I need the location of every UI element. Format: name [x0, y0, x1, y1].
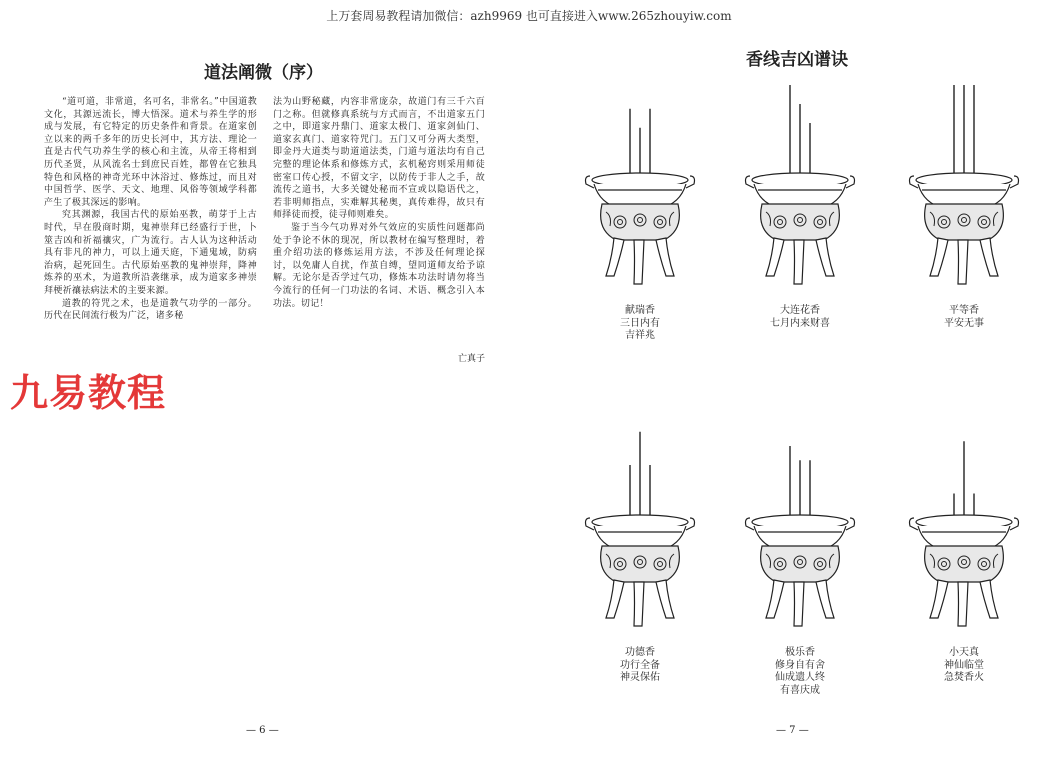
caption-line: 仙成遗人终	[775, 672, 825, 684]
burner-body	[746, 515, 855, 582]
burner-caption	[580, 305, 700, 343]
burner-body	[910, 173, 1019, 240]
caption-line: 功行全备	[620, 659, 660, 671]
paragraph: 法为山野秘藏，内容非常庞杂，故道门有三千六百门之称。但就修真系统与方式而言，不出道家五门之中，即道家丹鼎门、道家太极门、道家剑仙门、道家玄真门、道家符咒门。五门又可分两大类型，即金丹大道类与助道道法类，门道与道法均有自己完整的理论体系和修炼方式，玄机秘窍则采用师徒密室口传心授，不留文字，以防传于非人之手，故流传之道书，大多关键处秘而不宣或以隐语代之，若非明师指点，实难解其秘奥，真传难得，故只有师择徒而授，徒寻师则难矣。	[273, 97, 485, 221]
burner-caption	[740, 305, 860, 330]
incense-burner-card	[580, 422, 700, 685]
caption-line: 平等香	[949, 305, 979, 316]
caption-line: 小天真	[949, 647, 979, 658]
paragraph: “道可道，非常道，名可名，非常名。”中国道教文化，其源远流长，博大悟深。道术与养生学的形成与发展，有它特定的历史条件和背景。在道家创立以来的两千多年的历史长河中，其方法、理论一直是古代气功养生学的核心和主流，从帝王将相到历代圣贤，从风流名士到庶民百姓，都曾在它独具特色和风格的神奇光环中沐浴过、修炼过，而且对中国哲学、医学、天文、地理、风俗等领域学科都产生了极其深远的影响。	[44, 97, 257, 208]
caption-line: 急焚香火	[944, 672, 984, 684]
incense-burner-card	[740, 422, 860, 697]
page-header: 上万套周易教程请加微信：azh9969 也可直接进入www.265zhouyiw.com	[326, 9, 732, 23]
burner-legs	[766, 580, 834, 626]
caption-line: 神仙临堂	[944, 659, 984, 671]
page-number-left: — 6 —	[246, 725, 279, 736]
burner-body	[586, 515, 695, 582]
incense-burner-card	[904, 422, 1024, 685]
caption-line: 极乐香	[785, 647, 815, 658]
burner-caption	[740, 647, 860, 697]
incense-burner-drawing	[740, 422, 860, 647]
burner-caption	[580, 647, 700, 685]
burner-caption	[904, 305, 1024, 330]
burner-legs	[606, 580, 674, 626]
burner-caption	[904, 647, 1024, 685]
incense-burner-drawing	[580, 80, 700, 305]
caption-line: 大连花香	[780, 305, 820, 316]
watermark-logo: 九易教程	[10, 371, 167, 415]
burner-legs	[766, 238, 834, 284]
burner-body	[910, 515, 1019, 582]
preface-column-2	[273, 96, 485, 310]
paragraph: 究其渊源，我国古代的原始巫教，萌芽于上古时代，早在殷商时期，鬼神崇拜已经盛行于世，卜筮吉凶和祈福禳灾，广为流行。古人认为这种活动具有非凡的神力，可以上通天庭，下通鬼域，防病治病，起死回生。古代原始巫教的鬼神崇拜，降神炼养的巫术，为道教所沿袭继承，成为道家多神崇拜梗祈禳祛病法术的主要来源。	[44, 210, 257, 296]
caption-line: 神灵保佑	[620, 672, 660, 684]
incense-burner-drawing	[740, 80, 860, 305]
incense-chart-title: 香线吉凶谱诀	[746, 50, 848, 70]
incense-burner-drawing	[904, 80, 1024, 305]
incense-burner-drawing	[904, 422, 1024, 647]
incense-burner-card	[580, 80, 700, 343]
burner-body	[586, 173, 695, 240]
preface-title: 道法阐微（序）	[204, 63, 323, 83]
caption-line: 修身自有舍	[775, 659, 825, 671]
author-signature: 亡真子	[457, 354, 485, 364]
caption-line: 献瑞香	[625, 305, 655, 316]
incense-burner-drawing	[580, 422, 700, 647]
burner-body	[746, 173, 855, 240]
caption-line: 三日内有	[620, 317, 660, 329]
incense-burner-card	[740, 80, 860, 330]
burner-legs	[930, 580, 998, 626]
paragraph: 鉴于当今气功界对外气效应的实质性问题都尚处于争论不休的现况，所以教材在编写整理时，着重介绍功法的修炼运用方法，不涉及任何理论探讨，以免庸人自扰，作茧自缚，望同道师友给予谅解。无论尔是否学过气功，修炼本功法时请勿将当今流行的任何一门功法的名词、术语、概念引入本功法。切记！	[273, 222, 485, 309]
page-number-right: — 7 —	[776, 725, 809, 736]
caption-line: 平安无事	[944, 317, 984, 329]
paragraph: 道教的符咒之术，也是道教气功学的一部分。历代在民间流行极为广泛，诸多秘	[44, 298, 257, 322]
burner-legs	[930, 238, 998, 284]
burner-legs	[606, 238, 674, 284]
caption-line: 吉祥兆	[625, 330, 655, 342]
caption-line: 功德香	[625, 647, 655, 658]
incense-burner-card	[904, 80, 1024, 330]
preface-column-1	[44, 96, 257, 323]
caption-line: 七月内来财喜	[770, 317, 830, 329]
caption-line: 有喜庆成	[780, 684, 820, 696]
